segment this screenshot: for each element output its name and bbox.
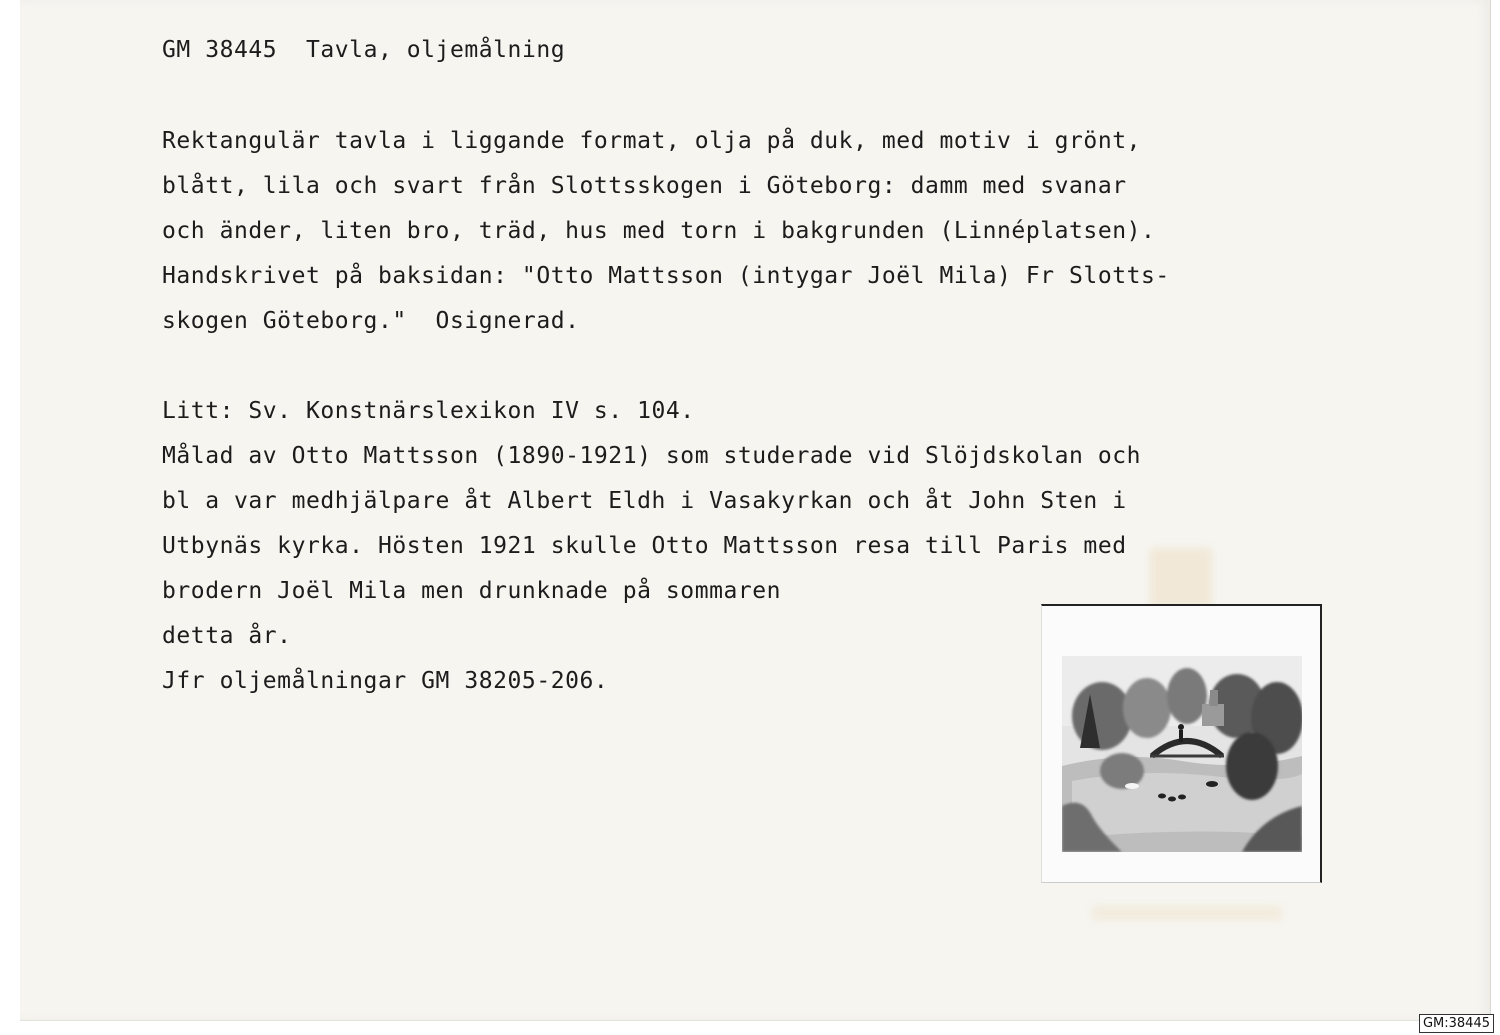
object-type: Tavla, oljemålning [305,37,566,63]
stain-mark [1092,905,1282,921]
notes-line: Jfr oljemålningar GM 38205-206. [162,668,609,694]
description-line: Rektangulär tavla i liggande format, olja på duk, med motiv i grönt, [162,128,1142,154]
card-header [162,35,565,65]
painting-thumbnail-icon [1062,656,1302,852]
painting-photo [1041,604,1322,883]
stain-mark [1150,548,1212,608]
notes-line: Litt: Sv. Konstnärslexikon IV s. 104. [162,398,695,424]
catalog-number: GM 38445 [162,37,278,63]
description-line: och änder, liten bro, träd, hus med torn i bakgrunden (Linnéplatsen). [162,218,1156,244]
description-line: blått, lila och svart från Slottsskogen i Göteborg: damm med svanar [162,173,1127,199]
reference-label: GM:38445 [1419,1014,1494,1033]
description-line: Handskrivet på baksidan: "Otto Mattsson (intygar Joël Mila) Fr Slotts- [162,263,1170,289]
notes-line: bl a var medhjälpare åt Albert Eldh i Vasakyrkan och åt John Sten i [162,488,1127,514]
notes-line: Utbynäs kyrka. Hösten 1921 skulle Otto Mattsson resa till Paris med [162,533,1127,559]
description-line: skogen Göteborg." Osignerad. [162,308,580,334]
notes-line: detta år. [162,623,292,649]
notes-line: Målad av Otto Mattsson (1890-1921) som studerade vid Slöjdskolan och [162,443,1142,469]
notes-line: brodern Joël Mila men drunknade på sommaren [162,578,782,604]
